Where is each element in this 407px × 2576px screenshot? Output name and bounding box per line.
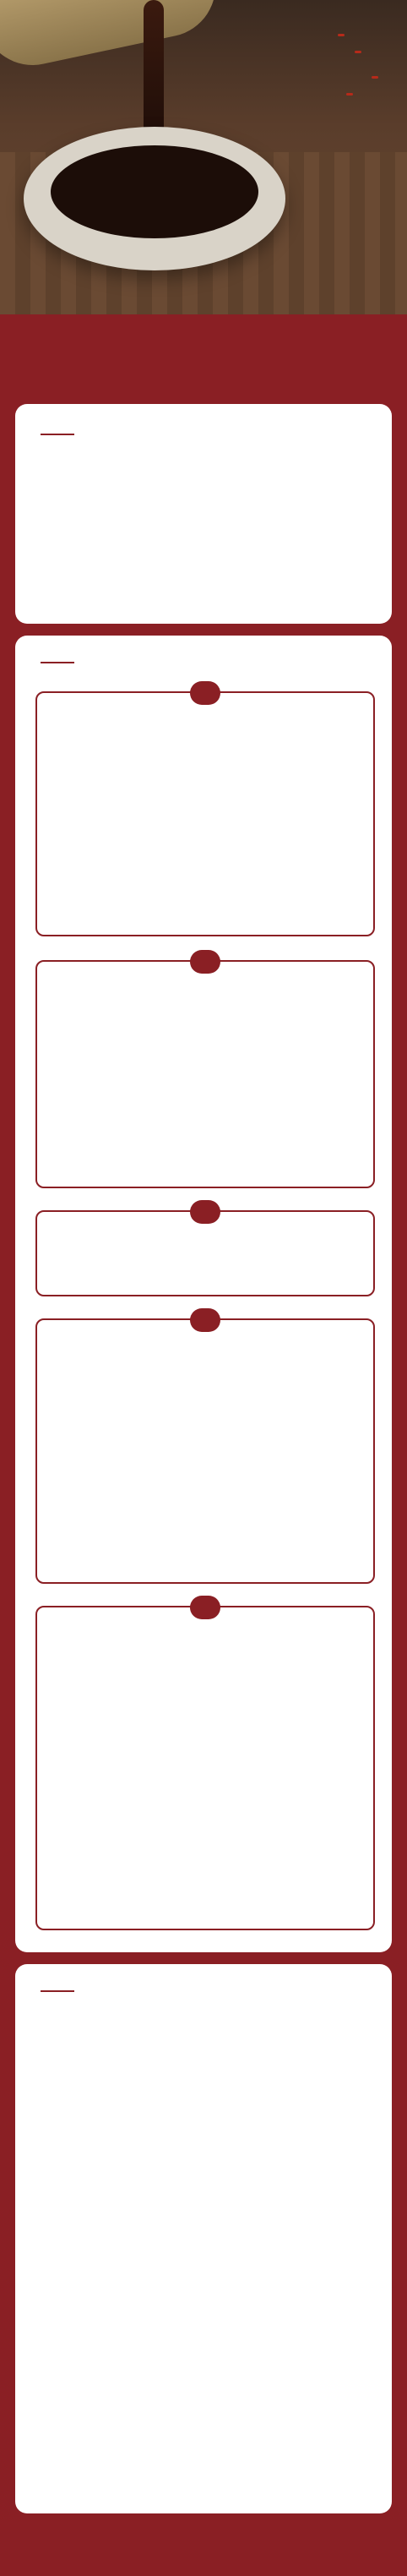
title-band [0,314,407,399]
pouring-dish [0,0,225,74]
panel-2 [35,960,375,1188]
panel-5 [35,1606,375,1930]
chili-decor [338,34,345,36]
footer-band [0,2527,407,2576]
section-card-3 [15,1964,392,2513]
panel-3 [35,1210,375,1296]
section-heading [34,426,74,443]
section-heading [34,654,74,671]
panel-title [190,1596,220,1619]
panel-4 [35,1318,375,1584]
panel-title [190,681,220,705]
soy-sauce-pool [51,145,258,238]
section-card-1 [15,404,392,624]
panel-title [190,1308,220,1332]
panel-title [190,1200,220,1224]
section-heading [34,1983,74,2000]
hero-image [0,0,407,314]
section-card-2 [15,636,392,1952]
chili-decor [346,93,353,96]
panel-title [190,950,220,974]
chili-decor [372,76,378,79]
chili-decor [355,51,361,53]
panel-1 [35,691,375,936]
